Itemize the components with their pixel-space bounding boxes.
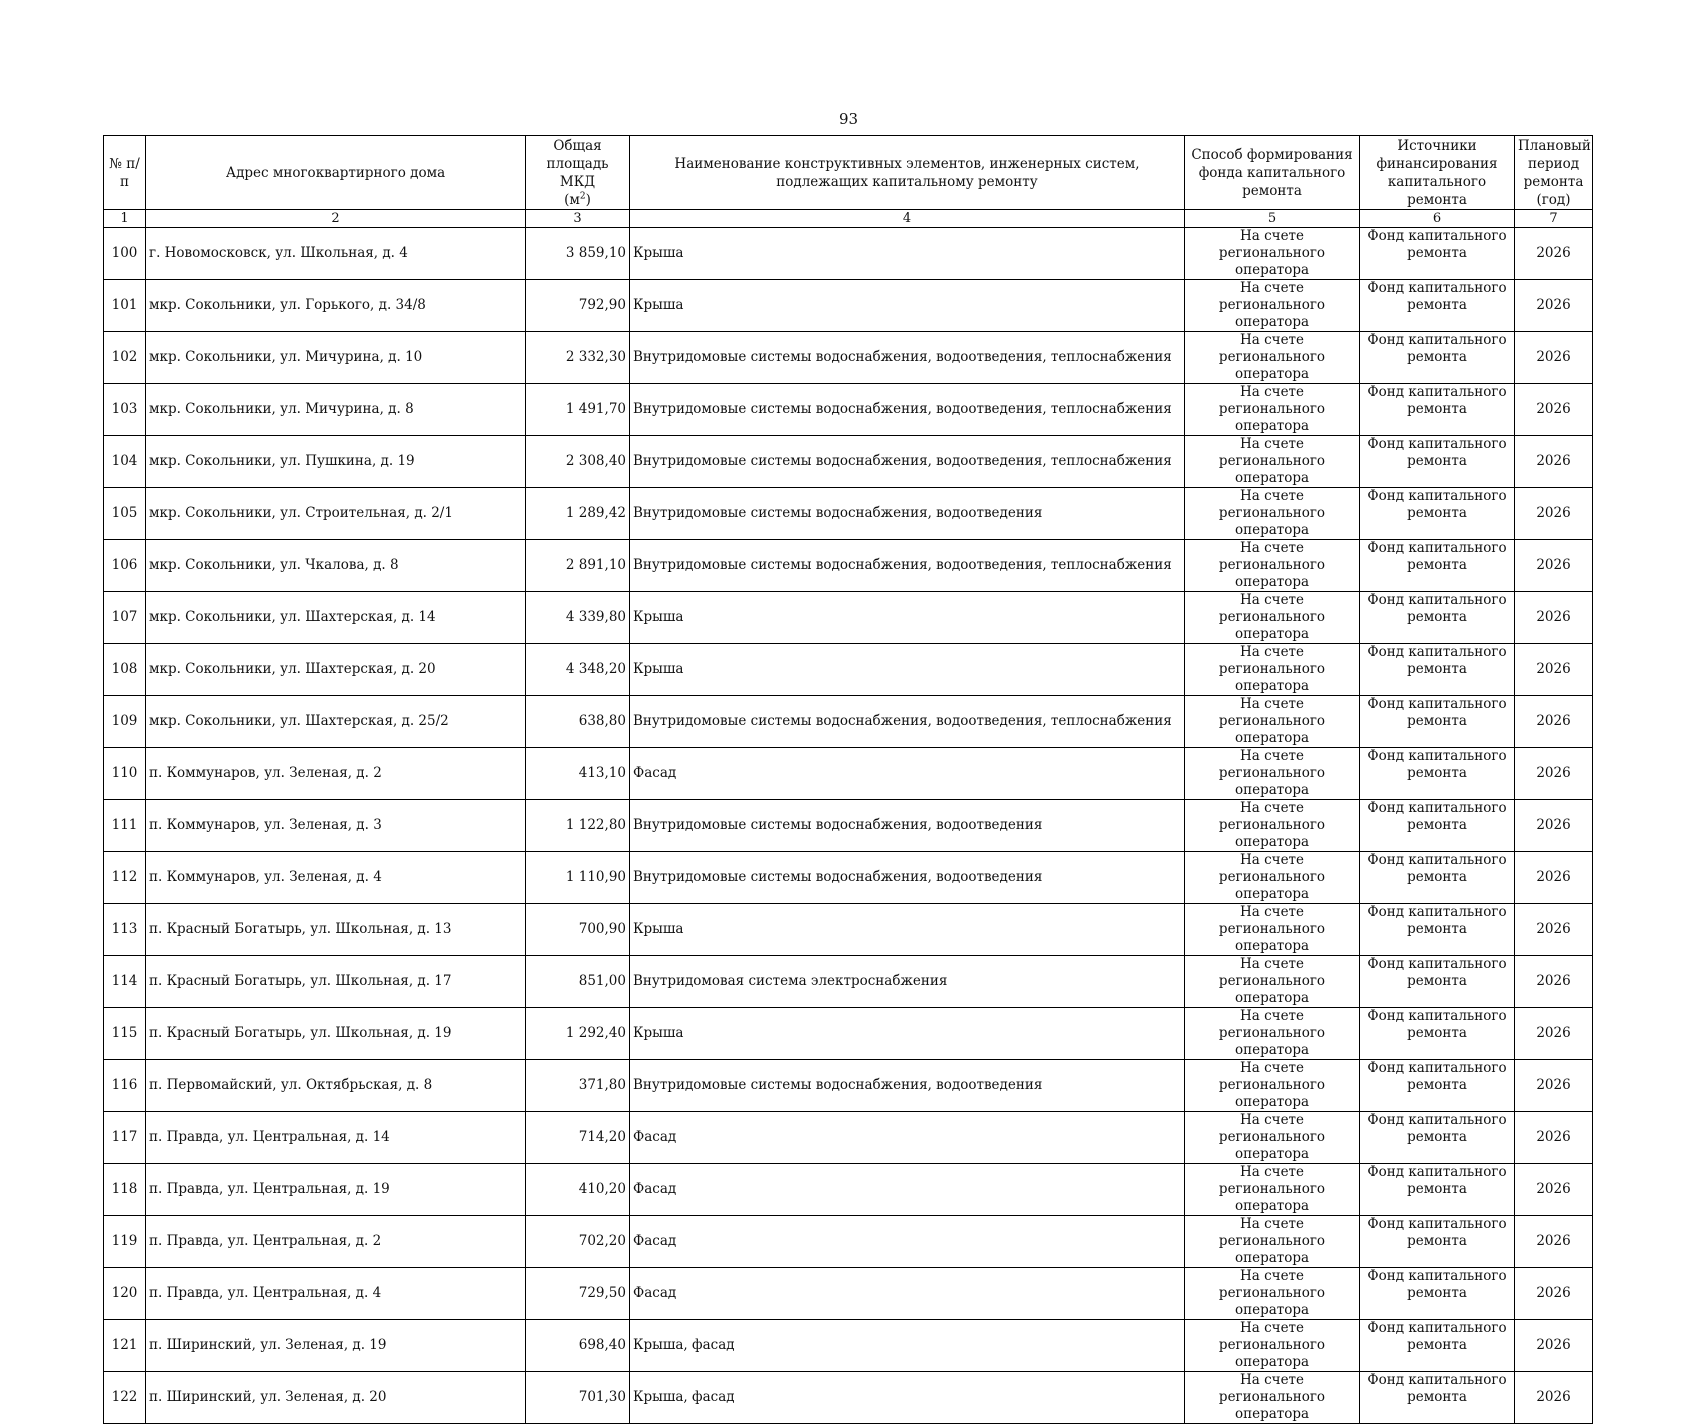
funding-source: Фонд капитального ремонта — [1360, 748, 1515, 800]
building-area: 2 891,10 — [526, 540, 630, 592]
fund-method: На счете регионального оператора — [1185, 1112, 1360, 1164]
funding-source: Фонд капитального ремонта — [1360, 696, 1515, 748]
column-number: 2 — [146, 210, 526, 228]
building-area: 2 308,40 — [526, 436, 630, 488]
funding-source: Фонд капитального ремонта — [1360, 904, 1515, 956]
repair-elements: Фасад — [630, 1268, 1185, 1320]
row-number: 117 — [104, 1112, 146, 1164]
planned-year: 2026 — [1515, 436, 1593, 488]
funding-source: Фонд капитального ремонта — [1360, 280, 1515, 332]
planned-year: 2026 — [1515, 1112, 1593, 1164]
header-area-label: Общая площадь МКД — [546, 137, 609, 190]
fund-method: На счете регионального оператора — [1185, 852, 1360, 904]
repair-elements: Внутридомовые системы водоснабжения, водоотведения — [630, 1060, 1185, 1112]
planned-year: 2026 — [1515, 748, 1593, 800]
repair-elements: Крыша, фасад — [630, 1372, 1185, 1424]
table-body — [104, 228, 1593, 1424]
building-area: 1 122,80 — [526, 800, 630, 852]
planned-year: 2026 — [1515, 956, 1593, 1008]
building-address: мкр. Сокольники, ул. Чкалова, д. 8 — [146, 540, 526, 592]
table-row — [104, 852, 1593, 904]
building-address: п. Первомайский, ул. Октябрьская, д. 8 — [146, 1060, 526, 1112]
repair-elements: Крыша — [630, 1008, 1185, 1060]
building-area: 2 332,30 — [526, 332, 630, 384]
planned-year: 2026 — [1515, 384, 1593, 436]
funding-source: Фонд капитального ремонта — [1360, 1008, 1515, 1060]
funding-source: Фонд капитального ремонта — [1360, 540, 1515, 592]
fund-method: На счете регионального оператора — [1185, 436, 1360, 488]
building-area: 413,10 — [526, 748, 630, 800]
planned-year: 2026 — [1515, 332, 1593, 384]
table-row — [104, 228, 1593, 280]
fund-method: На счете регионального оператора — [1185, 540, 1360, 592]
building-area: 698,40 — [526, 1320, 630, 1372]
repair-elements: Фасад — [630, 1164, 1185, 1216]
funding-source: Фонд капитального ремонта — [1360, 592, 1515, 644]
funding-source: Фонд капитального ремонта — [1360, 1216, 1515, 1268]
building-area: 851,00 — [526, 956, 630, 1008]
row-number: 102 — [104, 332, 146, 384]
planned-year: 2026 — [1515, 280, 1593, 332]
table-row — [104, 1008, 1593, 1060]
building-area: 410,20 — [526, 1164, 630, 1216]
funding-source: Фонд капитального ремонта — [1360, 1372, 1515, 1424]
fund-method: На счете регионального оператора — [1185, 384, 1360, 436]
building-address: мкр. Сокольники, ул. Мичурина, д. 8 — [146, 384, 526, 436]
fund-method: На счете регионального оператора — [1185, 696, 1360, 748]
row-number: 106 — [104, 540, 146, 592]
planned-year: 2026 — [1515, 592, 1593, 644]
building-area: 371,80 — [526, 1060, 630, 1112]
funding-source: Фонд капитального ремонта — [1360, 644, 1515, 696]
repair-register-table — [103, 135, 1593, 1424]
repair-elements: Внутридомовые системы водоснабжения, водоотведения, теплоснабжения — [630, 540, 1185, 592]
header-fund: Способ формирования фонда капитального ремонта — [1185, 136, 1360, 210]
building-address: мкр. Сокольники, ул. Горького, д. 34/8 — [146, 280, 526, 332]
planned-year: 2026 — [1515, 228, 1593, 280]
funding-source: Фонд капитального ремонта — [1360, 1060, 1515, 1112]
building-address: п. Красный Богатырь, ул. Школьная, д. 13 — [146, 904, 526, 956]
row-number: 122 — [104, 1372, 146, 1424]
building-area: 714,20 — [526, 1112, 630, 1164]
repair-elements: Внутридомовые системы водоснабжения, водоотведения, теплоснабжения — [630, 332, 1185, 384]
planned-year: 2026 — [1515, 644, 1593, 696]
building-address: п. Правда, ул. Центральная, д. 2 — [146, 1216, 526, 1268]
building-area: 4 348,20 — [526, 644, 630, 696]
header-elements: Наименование конструктивных элементов, инженерных систем, подлежащих капитальному ремонту — [630, 136, 1185, 210]
row-number: 104 — [104, 436, 146, 488]
funding-source: Фонд капитального ремонта — [1360, 488, 1515, 540]
header-address: Адрес многоквартирного дома — [146, 136, 526, 210]
table-row — [104, 904, 1593, 956]
funding-source: Фонд капитального ремонта — [1360, 852, 1515, 904]
repair-elements: Крыша, фасад — [630, 1320, 1185, 1372]
building-address: мкр. Сокольники, ул. Пушкина, д. 19 — [146, 436, 526, 488]
row-number: 100 — [104, 228, 146, 280]
column-number: 7 — [1515, 210, 1593, 228]
fund-method: На счете регионального оператора — [1185, 748, 1360, 800]
planned-year: 2026 — [1515, 1216, 1593, 1268]
table-row — [104, 1216, 1593, 1268]
table-row — [104, 1320, 1593, 1372]
column-number: 6 — [1360, 210, 1515, 228]
table-row — [104, 800, 1593, 852]
planned-year: 2026 — [1515, 488, 1593, 540]
row-number: 103 — [104, 384, 146, 436]
fund-method: На счете регионального оператора — [1185, 800, 1360, 852]
fund-method: На счете регионального оператора — [1185, 592, 1360, 644]
building-address: п. Коммунаров, ул. Зеленая, д. 4 — [146, 852, 526, 904]
building-area: 1 110,90 — [526, 852, 630, 904]
fund-method: На счете регионального оператора — [1185, 488, 1360, 540]
building-address: мкр. Сокольники, ул. Мичурина, д. 10 — [146, 332, 526, 384]
funding-source: Фонд капитального ремонта — [1360, 1320, 1515, 1372]
planned-year: 2026 — [1515, 1268, 1593, 1320]
column-number: 3 — [526, 210, 630, 228]
row-number: 121 — [104, 1320, 146, 1372]
header-no: № п/п — [104, 136, 146, 210]
fund-method: На счете регионального оператора — [1185, 1320, 1360, 1372]
repair-elements: Фасад — [630, 1216, 1185, 1268]
planned-year: 2026 — [1515, 800, 1593, 852]
fund-method: На счете регионального оператора — [1185, 1060, 1360, 1112]
building-address: мкр. Сокольники, ул. Шахтерская, д. 20 — [146, 644, 526, 696]
planned-year: 2026 — [1515, 1164, 1593, 1216]
planned-year: 2026 — [1515, 904, 1593, 956]
repair-elements: Внутридомовые системы водоснабжения, водоотведения — [630, 800, 1185, 852]
table-row — [104, 644, 1593, 696]
row-number: 110 — [104, 748, 146, 800]
building-address: мкр. Сокольники, ул. Шахтерская, д. 25/2 — [146, 696, 526, 748]
table-row — [104, 540, 1593, 592]
repair-elements: Внутридомовые системы водоснабжения, водоотведения, теплоснабжения — [630, 436, 1185, 488]
row-number: 108 — [104, 644, 146, 696]
row-number: 111 — [104, 800, 146, 852]
row-number: 109 — [104, 696, 146, 748]
funding-source: Фонд капитального ремонта — [1360, 1164, 1515, 1216]
row-number: 120 — [104, 1268, 146, 1320]
building-area: 1 491,70 — [526, 384, 630, 436]
building-area: 729,50 — [526, 1268, 630, 1320]
fund-method: На счете регионального оператора — [1185, 904, 1360, 956]
repair-elements: Внутридомовые системы водоснабжения, водоотведения — [630, 488, 1185, 540]
column-number-row — [104, 210, 1593, 228]
funding-source: Фонд капитального ремонта — [1360, 800, 1515, 852]
building-address: п. Красный Богатырь, ул. Школьная, д. 17 — [146, 956, 526, 1008]
repair-elements: Крыша — [630, 644, 1185, 696]
repair-elements: Крыша — [630, 904, 1185, 956]
fund-method: На счете регионального оператора — [1185, 956, 1360, 1008]
table-row — [104, 332, 1593, 384]
table-row — [104, 1060, 1593, 1112]
table-row — [104, 436, 1593, 488]
column-number: 1 — [104, 210, 146, 228]
building-address: мкр. Сокольники, ул. Строительная, д. 2/1 — [146, 488, 526, 540]
column-number: 4 — [630, 210, 1185, 228]
row-number: 105 — [104, 488, 146, 540]
building-area: 701,30 — [526, 1372, 630, 1424]
fund-method: На счете регионального оператора — [1185, 228, 1360, 280]
column-number: 5 — [1185, 210, 1360, 228]
fund-method: На счете регионального оператора — [1185, 1216, 1360, 1268]
building-address: п. Правда, ул. Центральная, д. 19 — [146, 1164, 526, 1216]
header-source: Источники финансирования капитального ремонта — [1360, 136, 1515, 210]
row-number: 116 — [104, 1060, 146, 1112]
repair-elements: Крыша — [630, 592, 1185, 644]
funding-source: Фонд капитального ремонта — [1360, 332, 1515, 384]
table-row — [104, 384, 1593, 436]
table-row — [104, 1112, 1593, 1164]
building-address: п. Красный Богатырь, ул. Школьная, д. 19 — [146, 1008, 526, 1060]
funding-source: Фонд капитального ремонта — [1360, 228, 1515, 280]
funding-source: Фонд капитального ремонта — [1360, 1268, 1515, 1320]
page-number: 93 — [838, 110, 859, 128]
building-address: п. Ширинский, ул. Зеленая, д. 20 — [146, 1372, 526, 1424]
fund-method: На счете регионального оператора — [1185, 1008, 1360, 1060]
funding-source: Фонд капитального ремонта — [1360, 956, 1515, 1008]
building-address: п. Правда, ул. Центральная, д. 14 — [146, 1112, 526, 1164]
header-area-unit: $(м^2)$ — [564, 191, 591, 208]
building-area: 4 339,80 — [526, 592, 630, 644]
building-address: п. Коммунаров, ул. Зеленая, д. 2 — [146, 748, 526, 800]
repair-elements: Внутридомовые системы водоснабжения, водоотведения, теплоснабжения — [630, 696, 1185, 748]
building-address: п. Правда, ул. Центральная, д. 4 — [146, 1268, 526, 1320]
row-number: 119 — [104, 1216, 146, 1268]
planned-year: 2026 — [1515, 1060, 1593, 1112]
row-number: 113 — [104, 904, 146, 956]
table-row — [104, 1268, 1593, 1320]
repair-elements: Внутридомовая система электроснабжения — [630, 956, 1185, 1008]
fund-method: На счете регионального оператора — [1185, 1372, 1360, 1424]
fund-method: На счете регионального оператора — [1185, 1268, 1360, 1320]
funding-source: Фонд капитального ремонта — [1360, 1112, 1515, 1164]
building-address: п. Коммунаров, ул. Зеленая, д. 3 — [146, 800, 526, 852]
header-period: Плановый период ремонта (год) — [1515, 136, 1593, 210]
planned-year: 2026 — [1515, 1372, 1593, 1424]
planned-year: 2026 — [1515, 540, 1593, 592]
fund-method: На счете регионального оператора — [1185, 644, 1360, 696]
planned-year: 2026 — [1515, 1008, 1593, 1060]
row-number: 114 — [104, 956, 146, 1008]
fund-method: На счете регионального оператора — [1185, 332, 1360, 384]
repair-elements: Фасад — [630, 1112, 1185, 1164]
building-area: 3 859,10 — [526, 228, 630, 280]
row-number: 118 — [104, 1164, 146, 1216]
funding-source: Фонд капитального ремонта — [1360, 384, 1515, 436]
fund-method: На счете регионального оператора — [1185, 280, 1360, 332]
repair-elements: Крыша — [630, 280, 1185, 332]
table-row — [104, 1164, 1593, 1216]
building-area: 1 289,42 — [526, 488, 630, 540]
table-row — [104, 488, 1593, 540]
repair-elements: Крыша — [630, 228, 1185, 280]
building-address: г. Новомосковск, ул. Школьная, д. 4 — [146, 228, 526, 280]
building-area: 638,80 — [526, 696, 630, 748]
repair-elements: Внутридомовые системы водоснабжения, водоотведения — [630, 852, 1185, 904]
fund-method: На счете регионального оператора — [1185, 1164, 1360, 1216]
building-address: мкр. Сокольники, ул. Шахтерская, д. 14 — [146, 592, 526, 644]
row-number: 101 — [104, 280, 146, 332]
building-address: п. Ширинский, ул. Зеленая, д. 19 — [146, 1320, 526, 1372]
table-row — [104, 592, 1593, 644]
planned-year: 2026 — [1515, 696, 1593, 748]
row-number: 115 — [104, 1008, 146, 1060]
planned-year: 2026 — [1515, 1320, 1593, 1372]
building-area: 792,90 — [526, 280, 630, 332]
header-row — [104, 136, 1593, 210]
building-area: 702,20 — [526, 1216, 630, 1268]
table-row — [104, 696, 1593, 748]
building-area: 1 292,40 — [526, 1008, 630, 1060]
table-row — [104, 956, 1593, 1008]
building-area: 700,90 — [526, 904, 630, 956]
row-number: 107 — [104, 592, 146, 644]
table-row — [104, 1372, 1593, 1424]
row-number: 112 — [104, 852, 146, 904]
table-row — [104, 748, 1593, 800]
funding-source: Фонд капитального ремонта — [1360, 436, 1515, 488]
planned-year: 2026 — [1515, 852, 1593, 904]
table-row — [104, 280, 1593, 332]
repair-elements: Внутридомовые системы водоснабжения, водоотведения, теплоснабжения — [630, 384, 1185, 436]
repair-elements: Фасад — [630, 748, 1185, 800]
header-area — [526, 136, 630, 210]
